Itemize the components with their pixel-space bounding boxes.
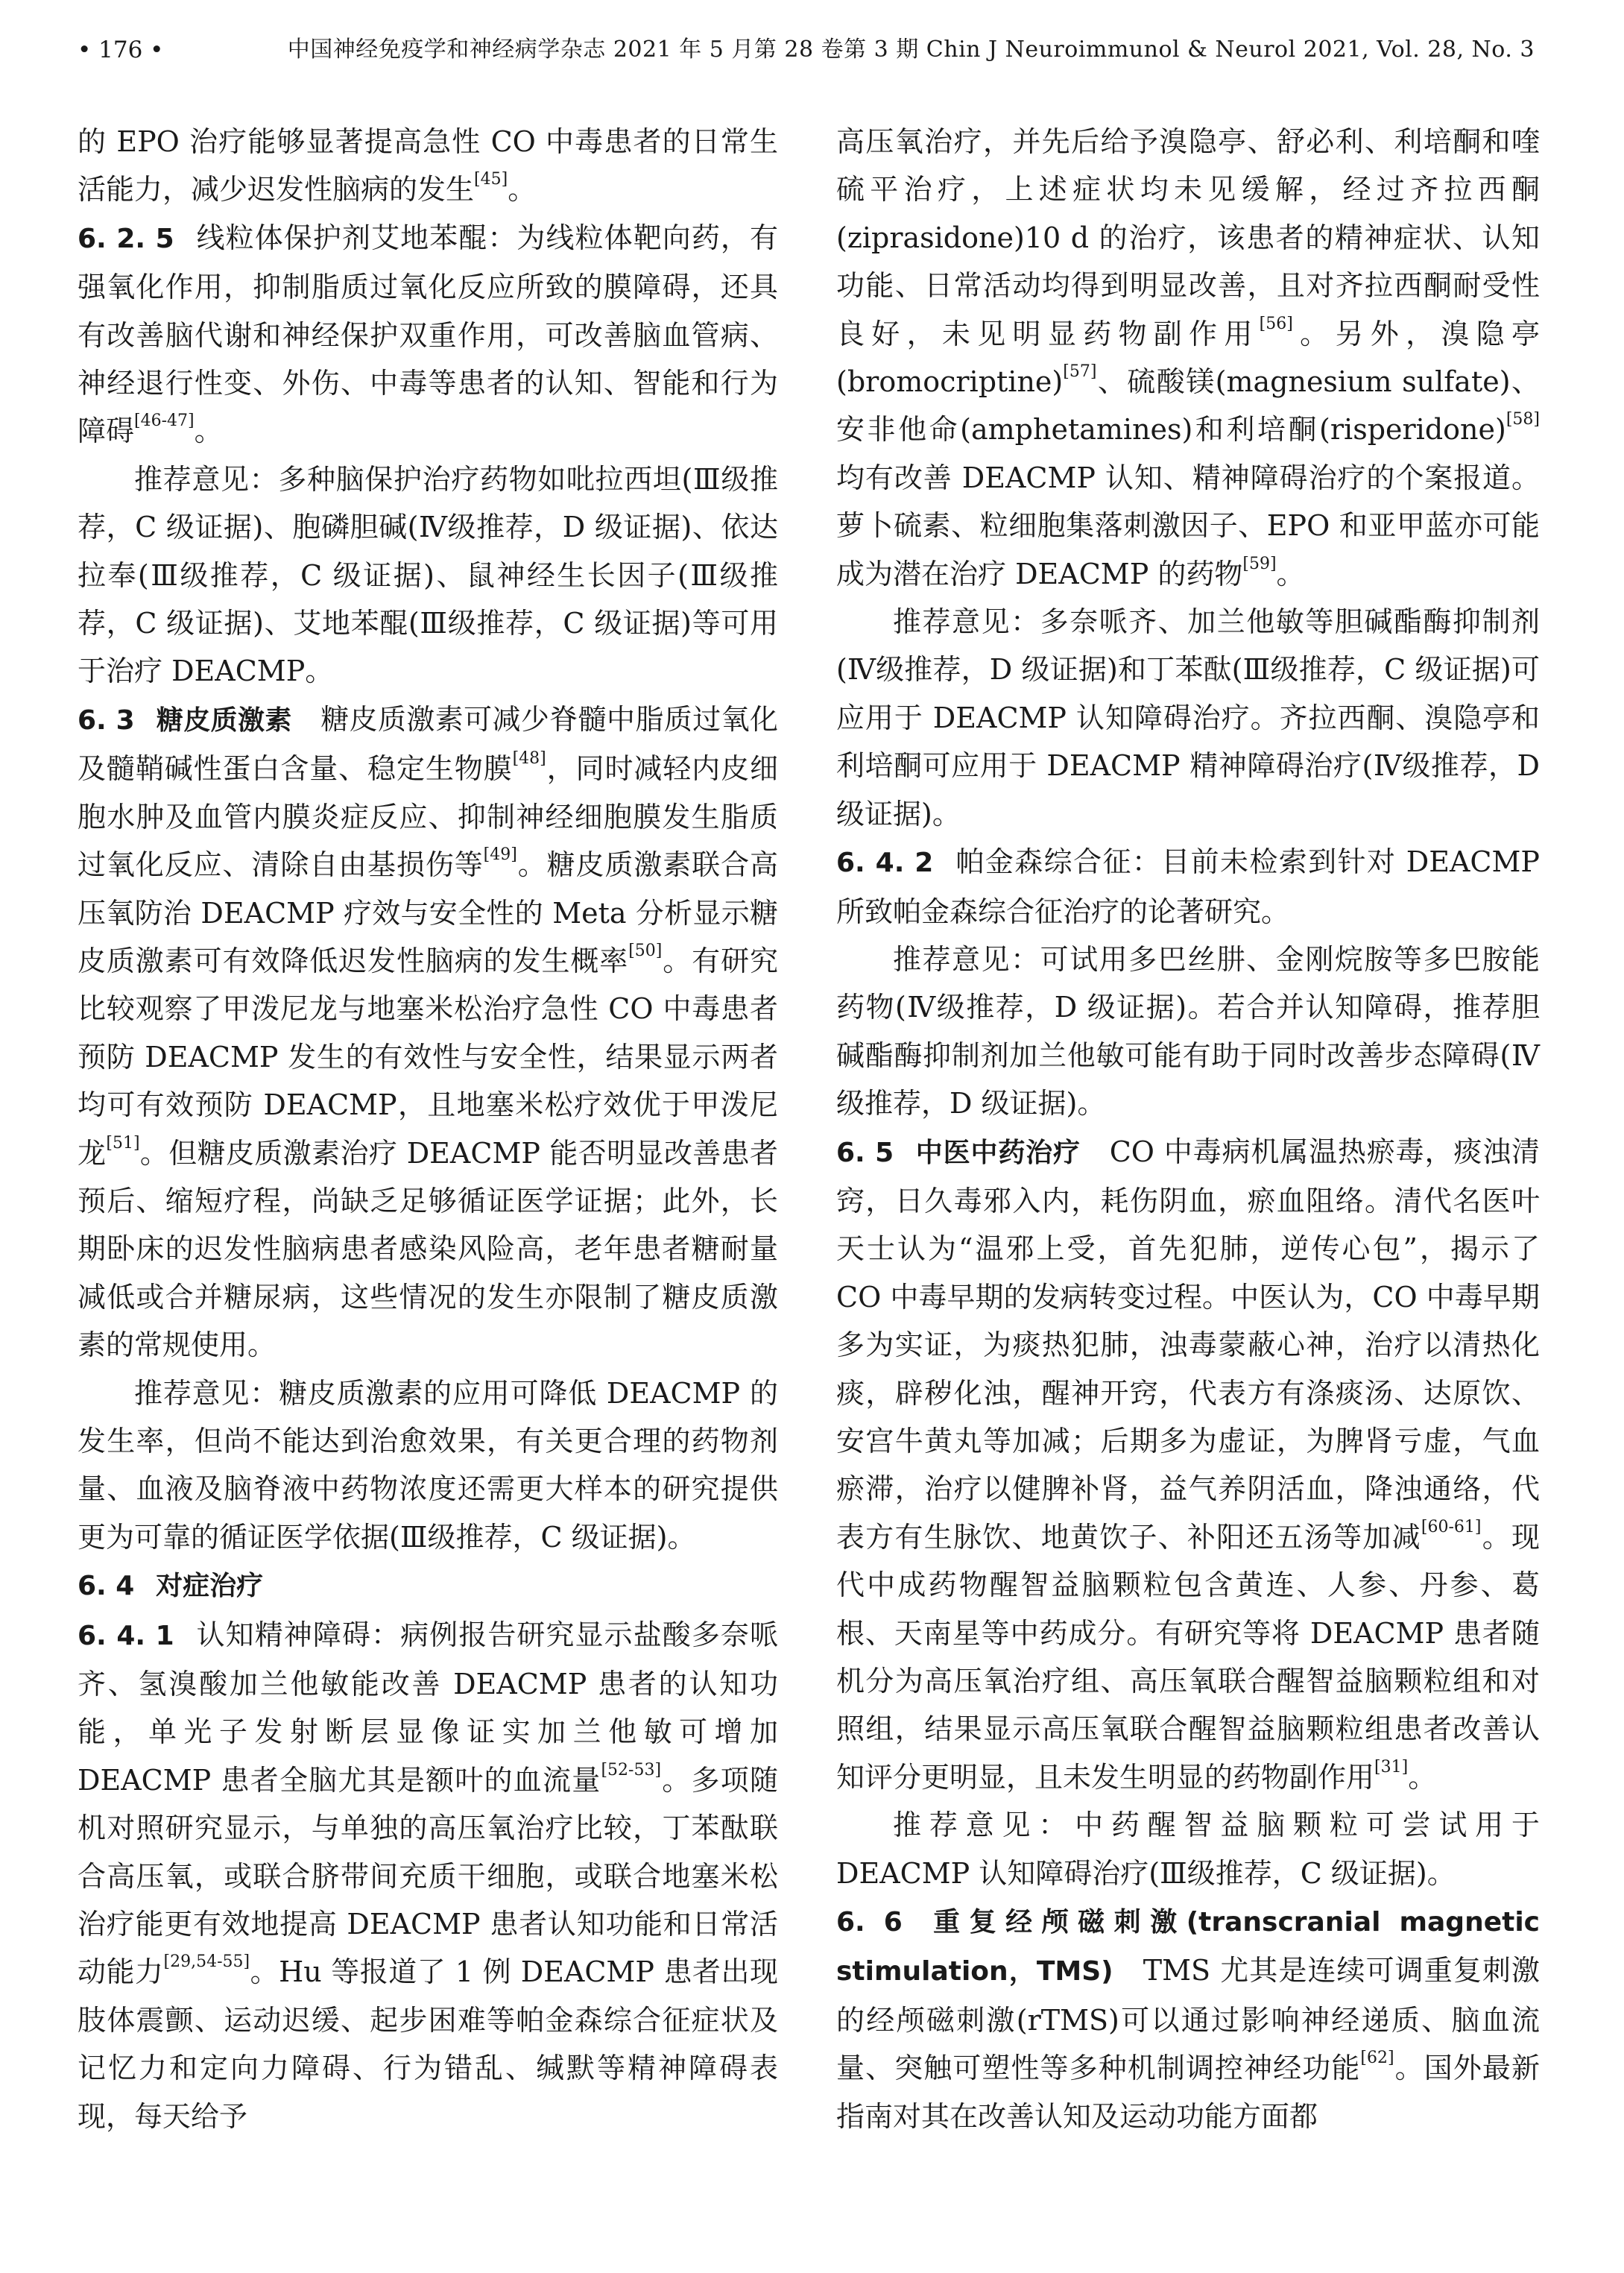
section-number: 6. 4. 2 bbox=[836, 848, 934, 879]
section-title: 对症治疗 bbox=[156, 1571, 264, 1602]
citation: [52-53] bbox=[601, 1761, 662, 1780]
section-6-4-2: 6. 4. 2 帕金森综合征：目前未检索到针对 DEACMP 所致帕金森综合征治疗的论著研究。 bbox=[836, 845, 1540, 928]
section-6-3: 6. 3 糖皮质激素 糖皮质激素可减少脊髓中脂质过氧化及髓鞘碱性蛋白含量、稳定生物膜[48]，同时减轻内皮细胞水肿及血管内膜炎症反应、抑制神经细胞膜发生脂质过氧化反应、清除自由基损伤等[49]。糖皮质激素联合高压氧防治 DEACMP 疗效与安全性的 Meta 分析显示糖皮质激素可有效降低迟发性脑病的发生概率[50]。有研究比较观察了甲泼尼龙与地塞米松治疗急性 CO 中毒患者预防 DEACMP 发生的有效性与安全性，结果显示两者均可有效预防 DEACMP，且地塞米松疗效优于甲泼尼龙[51]。但糖皮质激素治疗 DEACMP 能否明显改善患者预后、缩短疗程，尚缺乏足够循证医学证据；此外，长期卧床的迟发性脑病患者感染风险高，老年患者糖耐量减低或合并糖尿病，这些情况的发生亦限制了糖皮质激素的常规使用。 bbox=[78, 702, 778, 1362]
citation: [46-47] bbox=[134, 412, 195, 431]
section-number: 6. 5 bbox=[836, 1137, 894, 1168]
citation: [58] bbox=[1505, 410, 1540, 429]
citation: [56] bbox=[1259, 314, 1293, 333]
section-number: 6. 3 bbox=[78, 704, 135, 736]
recommendation: 推荐意见：多奈哌齐、加兰他敏等胆碱酯酶抑制剂(Ⅳ级推荐，D 级证据)和丁苯酞(Ⅲ级推荐，C 级证据)可应用于 DEACMP 认知障碍治疗。齐拉西酮、溴隐亭和利培酮可应用于 DEACMP 精神障碍治疗(Ⅳ级推荐，D 级证据)。 bbox=[836, 605, 1540, 830]
section-title: 重复经颅磁刺激(transcranial magnetic stimulation，TMS) bbox=[836, 1907, 1541, 1987]
section-6-5: 6. 5 中医中药治疗 CO 中毒病机属温热瘀毒，痰浊清窍，日久毒邪入内，耗伤阴血，瘀血阻络。清代名医叶天士认为“温邪上受，首先犯肺，逆传心包”，揭示了 CO 中毒早期的发病转变过程。中医认为，CO 中毒早期多为实证，为痰热犯肺，浊毒蒙蔽心神，治疗以清热化痰，辟秽化浊，醒神开窍，代表方有涤痰汤、达原饮、安宫牛黄丸等加减；后期多为虚证，为脾肾亏虚，气血瘀滞，治疗以健脾补肾，益气养阴活血，降浊通络，代表方有生脉饮、地黄饮子、补阳还五汤等加减[60-61]。现代中成药物醒智益脑颗粒包含黄连、人参、丹参、葛根、天南星等中药成分。有研究等将 DEACMP 患者随机分为高压氧治疗组、高压氧联合醒智益脑颗粒组和对照组，结果显示高压氧联合醒智益脑颗粒组患者改善认知评分更明显，且未发生明显的药物副作用[31]。 bbox=[836, 1135, 1540, 1794]
citation: [57] bbox=[1063, 362, 1097, 382]
journal-citation: 中国神经免疫学和神经病学杂志 2021 年 5 月第 28 卷第 3 期 Chin J Neuroimmunol & Neurol 2021, Vol. 28, No. 3 bbox=[287, 37, 1535, 63]
citation: [31] bbox=[1374, 1758, 1409, 1777]
section-number: 6. 2. 5 bbox=[78, 223, 174, 254]
citation: [29,54-55] bbox=[163, 1952, 250, 1972]
section-6-2-5: 6. 2. 5 线粒体保护剂艾地苯醌：为线粒体靶向药，有强氧化作用，抑制脂质过氧化反应所致的膜障碍，还具有改善脑代谢和神经保护双重作用，可改善脑血管病、神经退行性变、外伤、中毒等患者的认知、智能和行为障碍[46-47]。 bbox=[78, 221, 778, 448]
section-6-4 bbox=[78, 1561, 778, 1610]
citation: [48] bbox=[512, 749, 546, 769]
right-column bbox=[836, 118, 1540, 2140]
citation: [51] bbox=[106, 1133, 140, 1153]
section-number: 6. 4 bbox=[78, 1571, 135, 1602]
recommendation: 推荐意见：可试用多巴丝肼、金刚烷胺等多巴胺能药物(Ⅳ级推荐，D 级证据)。若合并认知障碍，推荐胆碱酯酶抑制剂加兰他敏可能有助于同时改善步态障碍(Ⅳ级推荐，D 级证据)。 bbox=[836, 942, 1540, 1120]
section-title: 糖皮质激素 bbox=[156, 704, 292, 736]
left-column bbox=[78, 118, 778, 2140]
paragraph: 高压氧治疗，并先后给予溴隐亭、舒必利、利培酮和喹硫平治疗，上述症状均未见缓解，经过齐拉西酮(ziprasidone)10 d 的治疗，该患者的精神症状、认知功能、日常活动均得到明显改善，且对齐拉西酮耐受性良好，未见明显药物副作用[56]。另外，溴隐亭(bromocriptine)[57]、硫酸镁(magnesium sulfate)、安非他命(amphetamines)和利培酮(risperidone)[58]均有改善 DEACMP 认知、精神障碍治疗的个案报道。萝卜硫素、粒细胞集落刺激因子、EPO 和亚甲蓝亦可能成为潜在治疗 DEACMP 的药物[59]。 bbox=[836, 125, 1540, 590]
recommendation: 推荐意见：多种脑保护治疗药物如吡拉西坦(Ⅲ级推荐，C 级证据)、胞磷胆碱(Ⅳ级推荐，D 级证据)、依达拉奉(Ⅲ级推荐，C 级证据)、鼠神经生长因子(Ⅲ级推荐，C 级证据)、艾地苯醌(Ⅲ级推荐，C 级证据)等可用于治疗 DEACMP。 bbox=[78, 462, 778, 688]
section-title: 中医中药治疗 bbox=[914, 1137, 1081, 1168]
citation: [49] bbox=[483, 845, 517, 865]
citation: [45] bbox=[474, 170, 508, 189]
citation: [60-61] bbox=[1421, 1517, 1482, 1536]
citation: [50] bbox=[628, 942, 663, 961]
section-6-6: 6. 6 重复经颅磁刺激(transcranial magnetic stimulation，TMS) TMS 尤其是连续可调重复刺激的经颅磁刺激(rTMS)可以通过影响神经递质、脑血流量、突触可塑性等多种机制调控神经功能[62]。国外最新指南对其在改善认知及运动功能方面都 bbox=[836, 1907, 1541, 2133]
recommendation: 推荐意见：中药醒智益脑颗粒可尝试用于 DEACMP 认知障碍治疗(Ⅲ级推荐，C 级证据)。 bbox=[836, 1809, 1540, 1890]
recommendation: 推荐意见：糖皮质激素的应用可降低 DEACMP 的发生率，但尚不能达到治愈效果，有关更合理的药物剂量、血液及脑脊液中药物浓度还需更大样本的研究提供更为可靠的循证医学依据(Ⅲ级推荐，C 级证据)。 bbox=[78, 1376, 778, 1554]
page-number: • 176 • bbox=[78, 37, 164, 63]
section-number: 6. 4. 1 bbox=[78, 1620, 174, 1651]
citation: [59] bbox=[1242, 554, 1277, 573]
citation: [62] bbox=[1360, 2049, 1394, 2068]
section-6-4-1: 6. 4. 1 认知精神障碍：病例报告研究显示盐酸多奈哌齐、氢溴酸加兰他敏能改善 DEACMP 患者的认知功能，单光子发射断层显像证实加兰他敏可增加 DEACMP 患者全脑尤其是额叶的血流量[52-53]。多项随机对照研究显示，与单独的高压氧治疗比较，丁苯酞联合高压氧，或联合脐带间充质干细胞，或联合地塞米松治疗能更有效地提高 DEACMP 患者认知功能和日常活动能力[29,54-55]。Hu 等报道了 1 例 DEACMP 患者出现肢体震颤、运动迟缓、起步困难等帕金森综合征症状及记忆力和定向力障碍、行为错乱、缄默等精神障碍表现，每天给予 bbox=[78, 1618, 778, 2133]
paragraph: 的 EPO 治疗能够显著提高急性 CO 中毒患者的日常生活能力，减少迟发性脑病的发生[45]。 bbox=[78, 125, 778, 207]
section-number: 6. 6 bbox=[836, 1907, 903, 1938]
running-header bbox=[78, 24, 1535, 76]
